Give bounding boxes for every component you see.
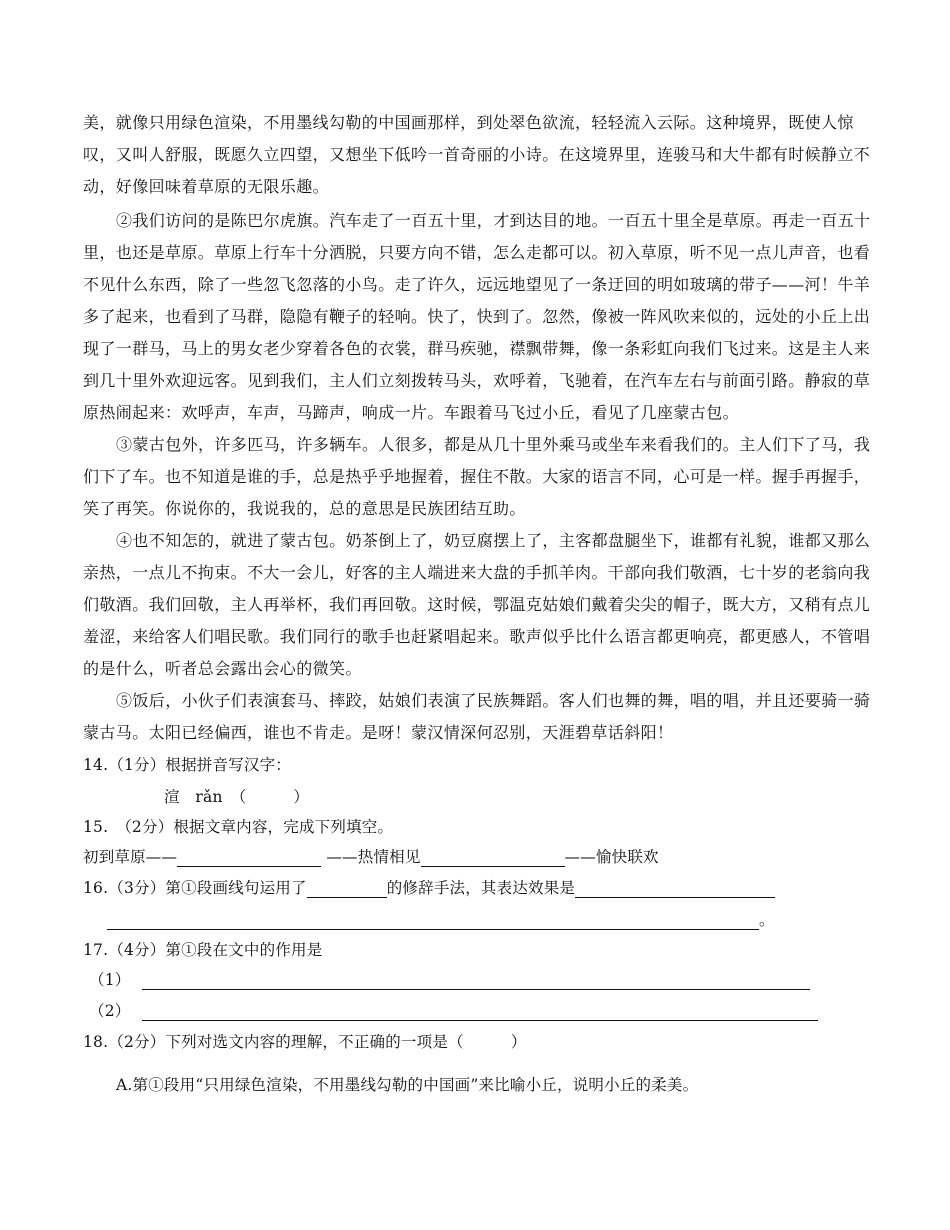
- passage-p2-line: 到几十里外欢迎远客。见到我们，主人们立刻拨转马头，欢呼着，飞驰着，在汽车左右与前面引路。静寂的草: [83, 371, 871, 390]
- passage-p3-line: 笑了再笑。你说你的，我说我的，总的意思是民族团结互助。: [83, 499, 526, 518]
- question-14-item: 渲 rǎn （ ）: [164, 788, 310, 806]
- passage-p4-line: 亲热，一点儿不拘束。不大一会儿，好客的主人端进来大盘的手抓羊肉。干部向我们敬酒，七十岁的老翁向我: [83, 563, 871, 582]
- q16-mid: 的修辞手法，其表达效果是: [386, 879, 576, 897]
- question-18-stem: 18.（2分）下列对选文内容的理解，不正确的一项是（ ）: [83, 1033, 527, 1051]
- q16-blank-1[interactable]: [307, 881, 387, 898]
- passage-p4-line: 羞涩，来给客人们唱民歌。我们同行的歌手也赶紧唱起来。歌声似乎比什么语言都更响亮，都更感人，不管唱: [83, 627, 871, 646]
- question-16-cont: [107, 910, 775, 930]
- q15-part3: ——愉快联欢: [564, 848, 659, 866]
- question-15-fill: [83, 847, 659, 867]
- question-15-stem: 15. （2分）根据文章内容，完成下列填空。: [83, 818, 394, 836]
- passage-p5-line: 蒙古马。太阳已经偏西，谁也不肯走。是呀！蒙汉情深何忍别，天涯碧草话斜阳！: [83, 723, 674, 742]
- passage-p2-line: 不见什么东西，除了一些忽飞忽落的小鸟。走了许久，远远地望见了一条迂回的明如玻璃的带子——河！牛羊: [83, 275, 871, 294]
- question-16: [83, 878, 775, 898]
- passage-p4-line: 们敬酒。我们回敬，主人再举杯，我们再回敬。这时候，鄂温克姑娘们戴着尖尖的帽子，既大方，又稍有点儿: [83, 595, 871, 614]
- passage-p2-line: 多了起来，也看到了马群，隐隐有鞭子的轻响。快了，快到了。忽然，像被一阵风吹来似的，远处的小丘上出: [83, 307, 871, 326]
- passage-p1-line: 叹，又叫人舒服，既愿久立四望，又想坐下低吟一首奇丽的小诗。在这境界里，连骏马和大牛都有时候静立不: [83, 145, 871, 164]
- q17-blank-1[interactable]: [142, 973, 810, 990]
- question-14-stem: 14.（1分）根据拼音写汉字：: [83, 756, 292, 774]
- q17-label-1: （1）: [89, 971, 131, 989]
- passage-p4-line: 的是什么，听者总会露出会心的微笑。: [83, 659, 362, 678]
- question-18-option-a[interactable]: A.第①段用“只用绿色渲染，不用墨线勾勒的中国画”来比喻小丘，说明小丘的柔美。: [116, 1076, 699, 1094]
- passage-p2-line: 原热闹起来：欢呼声，车声，马蹄声，响成一片。车跟着马飞过小丘，看见了几座蒙古包。: [83, 403, 740, 422]
- q15-part2: ——热情相见: [321, 848, 421, 866]
- q17-blank-2[interactable]: [142, 1004, 818, 1021]
- q16-stem: 16.（3分）第①段画线句运用了: [83, 879, 307, 897]
- q17-label-2: （2）: [89, 1002, 131, 1020]
- question-17-line-2: [89, 1001, 818, 1021]
- q16-blank-2[interactable]: [575, 881, 775, 898]
- passage-p3-line: 们下了车。也不知道是谁的手，总是热乎乎地握着，握住不散。大家的语言不同，心可是一样。握手再握手，: [83, 467, 871, 486]
- q15-blank-1[interactable]: [177, 850, 321, 867]
- passage-p2-line: 现了一群马，马上的男女老少穿着各色的衣裳，群马疾驰，襟飘带舞，像一条彩虹向我们飞过来。这是主人来: [83, 339, 871, 358]
- passage-p1-line: 美，就像只用绿色渲染，不用墨线勾勒的中国画那样，到处翠色欲流，轻轻流入云际。这种境界，既使人惊: [83, 113, 854, 132]
- question-17-line-1: [89, 970, 810, 990]
- passage-p1-line: 动，好像回味着草原的无限乐趣。: [83, 177, 330, 196]
- passage-p4-line: ④也不知怎的，就进了蒙古包。奶茶倒上了，奶豆腐摆上了，主客都盘腿坐下，谁都有礼貌，谁都又那么: [116, 531, 871, 550]
- passage-p2-line: ②我们访问的是陈巴尔虎旗。汽车走了一百五十里，才到达目的地。一百五十里全是草原。再走一百五十: [116, 211, 871, 230]
- q15-blank-2[interactable]: [421, 850, 565, 867]
- q16-end: 。: [759, 911, 775, 929]
- passage-p2-line: 里，也还是草原。草原上行车十分洒脱，只要方向不错，怎么走都可以。初入草原，听不见一点儿声音，也看: [83, 243, 871, 262]
- q15-part1: 初到草原——: [83, 848, 178, 866]
- q16-blank-3[interactable]: [107, 913, 759, 930]
- passage-p5-line: ⑤饭后，小伙子们表演套马、摔跤，姑娘们表演了民族舞蹈。客人们也舞的舞，唱的唱，并且还要骑一骑: [116, 691, 871, 710]
- question-17-stem: 17.（4分）第①段在文中的作用是: [83, 941, 323, 959]
- passage-p3-line: ③蒙古包外，许多匹马，许多辆车。人很多，都是从几十里外乘马或坐车来看我们的。主人们下了马，我: [116, 435, 871, 454]
